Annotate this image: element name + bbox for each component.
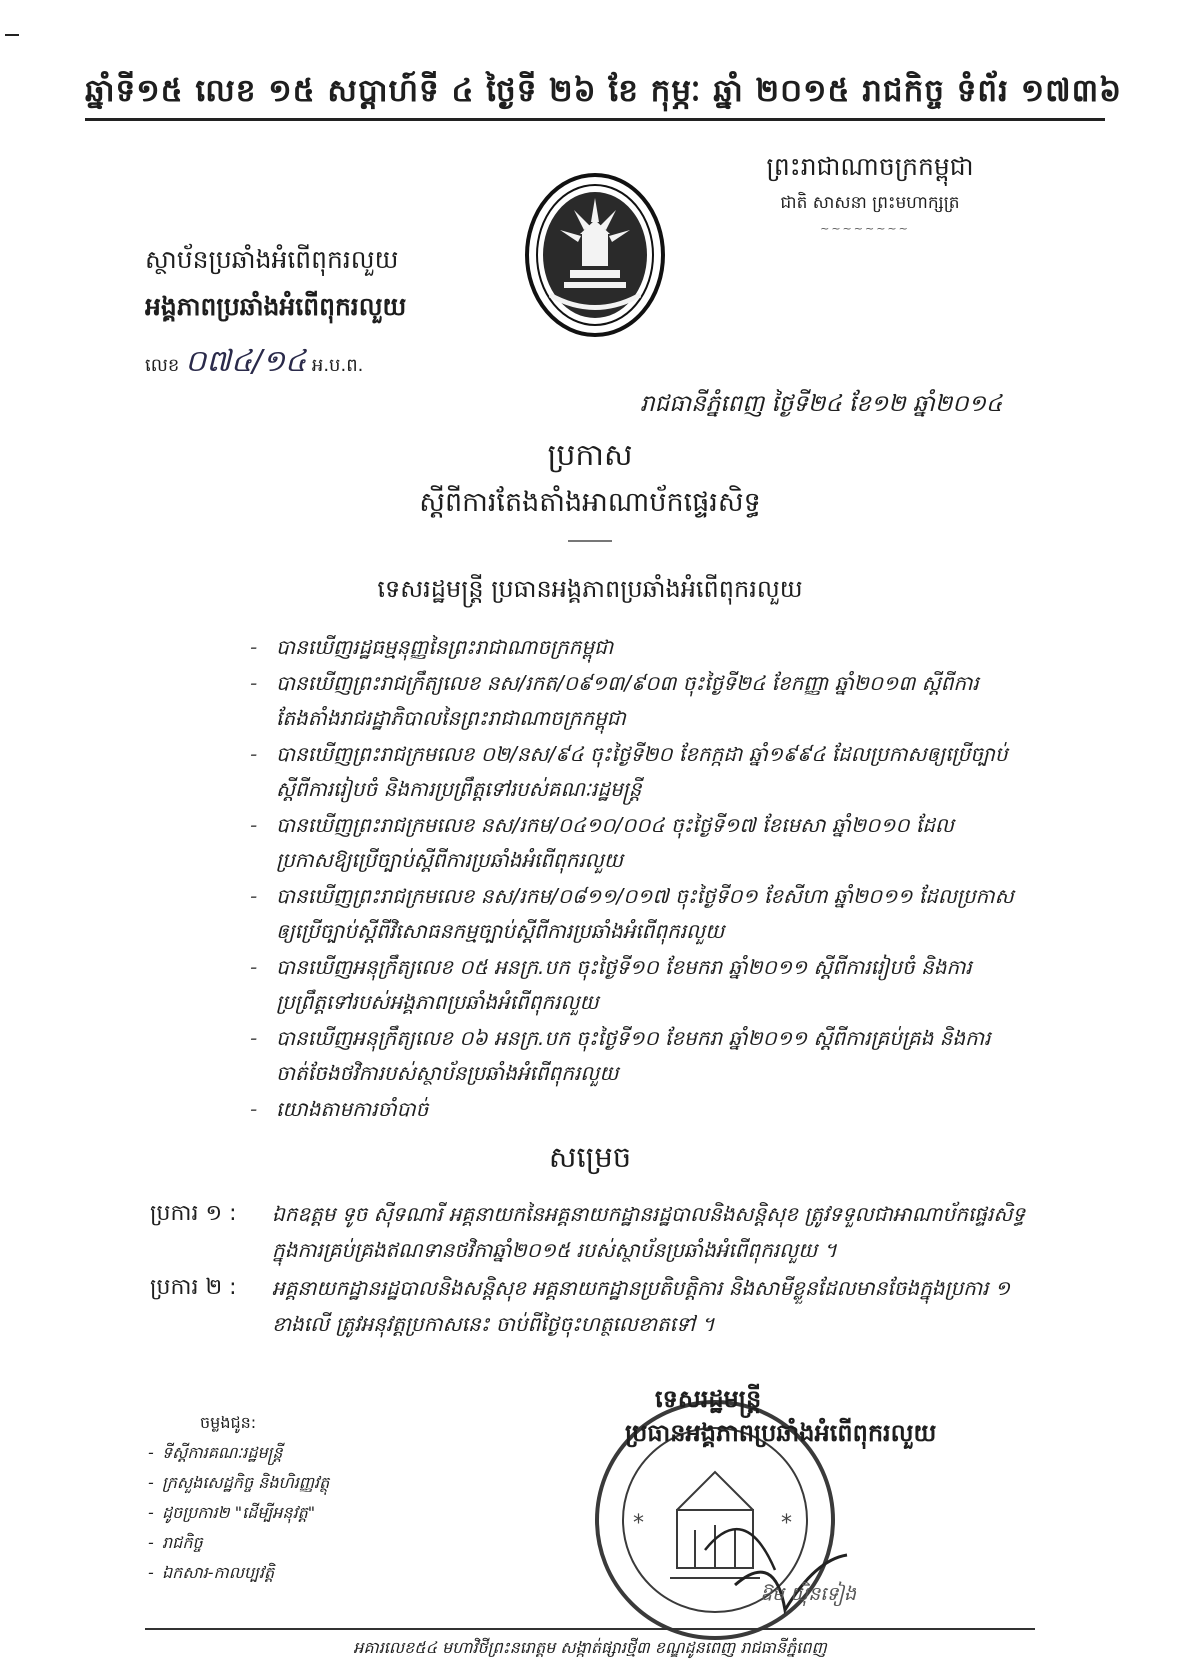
issuing-authority: ទេសរដ្ឋមន្ត្រី ប្រធានអង្គភាពប្រឆាំងអំពើពុករលួយ [377,575,803,603]
reference-suffix: អ.ប.ព. [311,355,364,376]
copy-to-item: - រាជកិច្ច [148,1528,329,1558]
svg-text:*: * [781,1511,792,1536]
decision-heading: សម្រេច [548,1140,632,1174]
copy-to-item: - ដូចប្រការ២ "ដើម្បីអនុវត្ត" [148,1498,329,1528]
signatory-name: ឱម យ៉ិនទៀង [760,1583,857,1605]
article-text: អគ្គនាយកដ្ឋានរដ្ឋបាលនិងសន្តិសុខ អគ្គនាយកដ្ឋានប្រតិបត្តិការ និងសាមីខ្លួនដែលមានចែងក្នុងប្រការ ១ ខាងលើ ត្រូវអនុវត្តប្រកាសនេះ ចាប់ពីថ្ងៃចុះហត្ថលេខាតទៅ ។ [272,1276,1011,1336]
reference-prefix: លេខ [145,355,180,376]
legal-reference-item: - បានឃើញអនុក្រឹត្យលេខ ០៥ អនក្រ.បក ចុះថ្ងៃទី១០ ខែមករា ឆ្នាំ២០១១ ស្ដីពីការរៀបចំ និងការប្រព្រឹត្តទៅរបស់អង្គភាពប្រឆាំងអំពើពុករលួយ [258,950,1018,1021]
copy-to-list [148,1438,329,1588]
motto-ornament: ~~~~~~~~ [820,222,910,235]
legal-reference-item: - បានឃើញរដ្ឋធម្មនុញ្ញនៃព្រះរាជាណាចក្រកម្ពុជា [258,630,1018,666]
legal-references [258,630,1018,1127]
gazette-header: ឆ្នាំទី១៥ លេខ ១៥ សប្តាហ៍ទី ៤ ថ្ងៃទី ២៦ ខែ កុម្ភៈ ឆ្នាំ ២០១៥ រាជកិច្ច ទំព័រ ១៧៣៦ [85,73,1123,109]
copy-to-heading: ចម្លងជូន: [200,1413,257,1432]
svg-text:*: * [633,1511,644,1536]
article-1 [150,1196,1030,1268]
national-emblem-icon [520,170,670,340]
legal-reference-item: - បានឃើញព្រះរាជក្រមលេខ ០២/នស/៩៤ ចុះថ្ងៃទី២០ ខែកក្កដា ឆ្នាំ១៩៩៤ ដែលប្រកាសឲ្យប្រើច្បាប់ស្ដីពីការរៀបចំ និងការប្រព្រឹត្តទៅរបស់គណៈរដ្ឋមន្ត្រី [258,737,1018,808]
unit-name: អង្គភាពប្រឆាំងអំពើពុករលួយ [145,292,407,321]
kingdom-name: ព្រះរាជាណាចក្រកម្ពុជា [766,152,974,181]
signatory-position: ប្រធានអង្គភាពប្រឆាំងអំពើពុករលួយ [625,1419,937,1447]
margin-mark [5,34,19,36]
article-label: ប្រការ ២ : [150,1275,237,1300]
legal-reference-item: - បានឃើញព្រះរាជក្រមលេខ នស/រកម/០៨១១/០១៧ ចុះថ្ងៃទី០១ ខែសីហា ឆ្នាំ២០១១ ដែលប្រកាសឲ្យប្រើច្បាប់ស្ដីពីវិសោធនកម្មច្បាប់ស្ដីពីការប្រឆាំងអំពើពុករលួយ [258,879,1018,950]
reference-handwritten: ០៧៤/១៤ [185,344,307,379]
legal-reference-item: - បានឃើញអនុក្រឹត្យលេខ ០៦ អនក្រ.បក ចុះថ្ងៃទី១០ ខែមករា ឆ្នាំ២០១១ ស្ដីពីការគ្រប់គ្រង និងការចាត់ចែងថវិការបស់ស្ថាប័នប្រឆាំងអំពើពុករលួយ [258,1021,1018,1092]
issue-date: រាជធានីភ្នំពេញ ថ្ងៃទី២៤ ខែ១២ ឆ្នាំ២០១៤ [640,391,1003,417]
signatory-title: ទេសរដ្ឋមន្ត្រី [655,1385,762,1413]
header-rule [85,118,1105,121]
article-2 [150,1270,1030,1342]
kingdom-motto: ជាតិ សាសនា ព្រះមហាក្សត្រ [780,193,960,213]
legal-reference-item: - បានឃើញព្រះរាជក្រឹត្យលេខ នស/រកត/០៩១៣/៩០៣ ចុះថ្ងៃទី២៤ ខែកញ្ញា ឆ្នាំ២០១៣ ស្ដីពីការតែងតាំងរាជរដ្ឋាភិបាលនៃព្រះរាជាណាចក្រកម្ពុជា [258,666,1018,737]
legal-reference-item: - យោងតាមការចាំបាច់ [258,1092,1018,1128]
footer-rule [145,1628,1035,1630]
copy-to-item: - ទីស្ដីការគណៈរដ្ឋមន្ត្រី [148,1438,329,1468]
copy-to-item: - ក្រសួងសេដ្ឋកិច្ច និងហិរញ្ញវត្ថុ [148,1468,329,1498]
title-divider [568,540,612,542]
document-kind: ប្រកាស [547,438,633,473]
copy-to-item: - ឯកសារ-កាលប្បវត្តិ [148,1558,329,1588]
article-text: ឯកឧត្តម ទូច ស៊ីទណារី អគ្គនាយកនៃអគ្គនាយកដ្ឋានរដ្ឋបាលនិងសន្តិសុខ ត្រូវទទួលជាអាណាប័កផ្ទេរសិទ្ធក្នុងការគ្រប់គ្រងឥណទានថវិកាឆ្នាំ២០១៥ របស់ស្ថាប័នប្រឆាំងអំពើពុករលួយ ។ [272,1202,1026,1262]
article-label: ប្រការ ១ : [150,1201,237,1226]
document-subject: ស្ដីពីការតែងតាំងអាណាប័កផ្ទេរសិទ្ធ [419,487,761,518]
institution-name: ស្ថាប័នប្រឆាំងអំពើពុករលួយ [145,245,399,274]
footer-address: អគារលេខ៥៤ មហាវិថីព្រះនរោត្តម សង្កាត់ផ្សារថ្មី៣ ខណ្ឌដូនពេញ រាជធានីភ្នំពេញ [353,1638,827,1657]
legal-reference-item: - បានឃើញព្រះរាជក្រមលេខ នស/រកម/០៤១០/០០៤ ចុះថ្ងៃទី១៧ ខែមេសា ឆ្នាំ២០១០ ដែលប្រកាសឱ្យប្រើច្បាប់ស្ដីពីការប្រឆាំងអំពើពុករលួយ [258,808,1018,879]
reference-number [145,342,363,386]
